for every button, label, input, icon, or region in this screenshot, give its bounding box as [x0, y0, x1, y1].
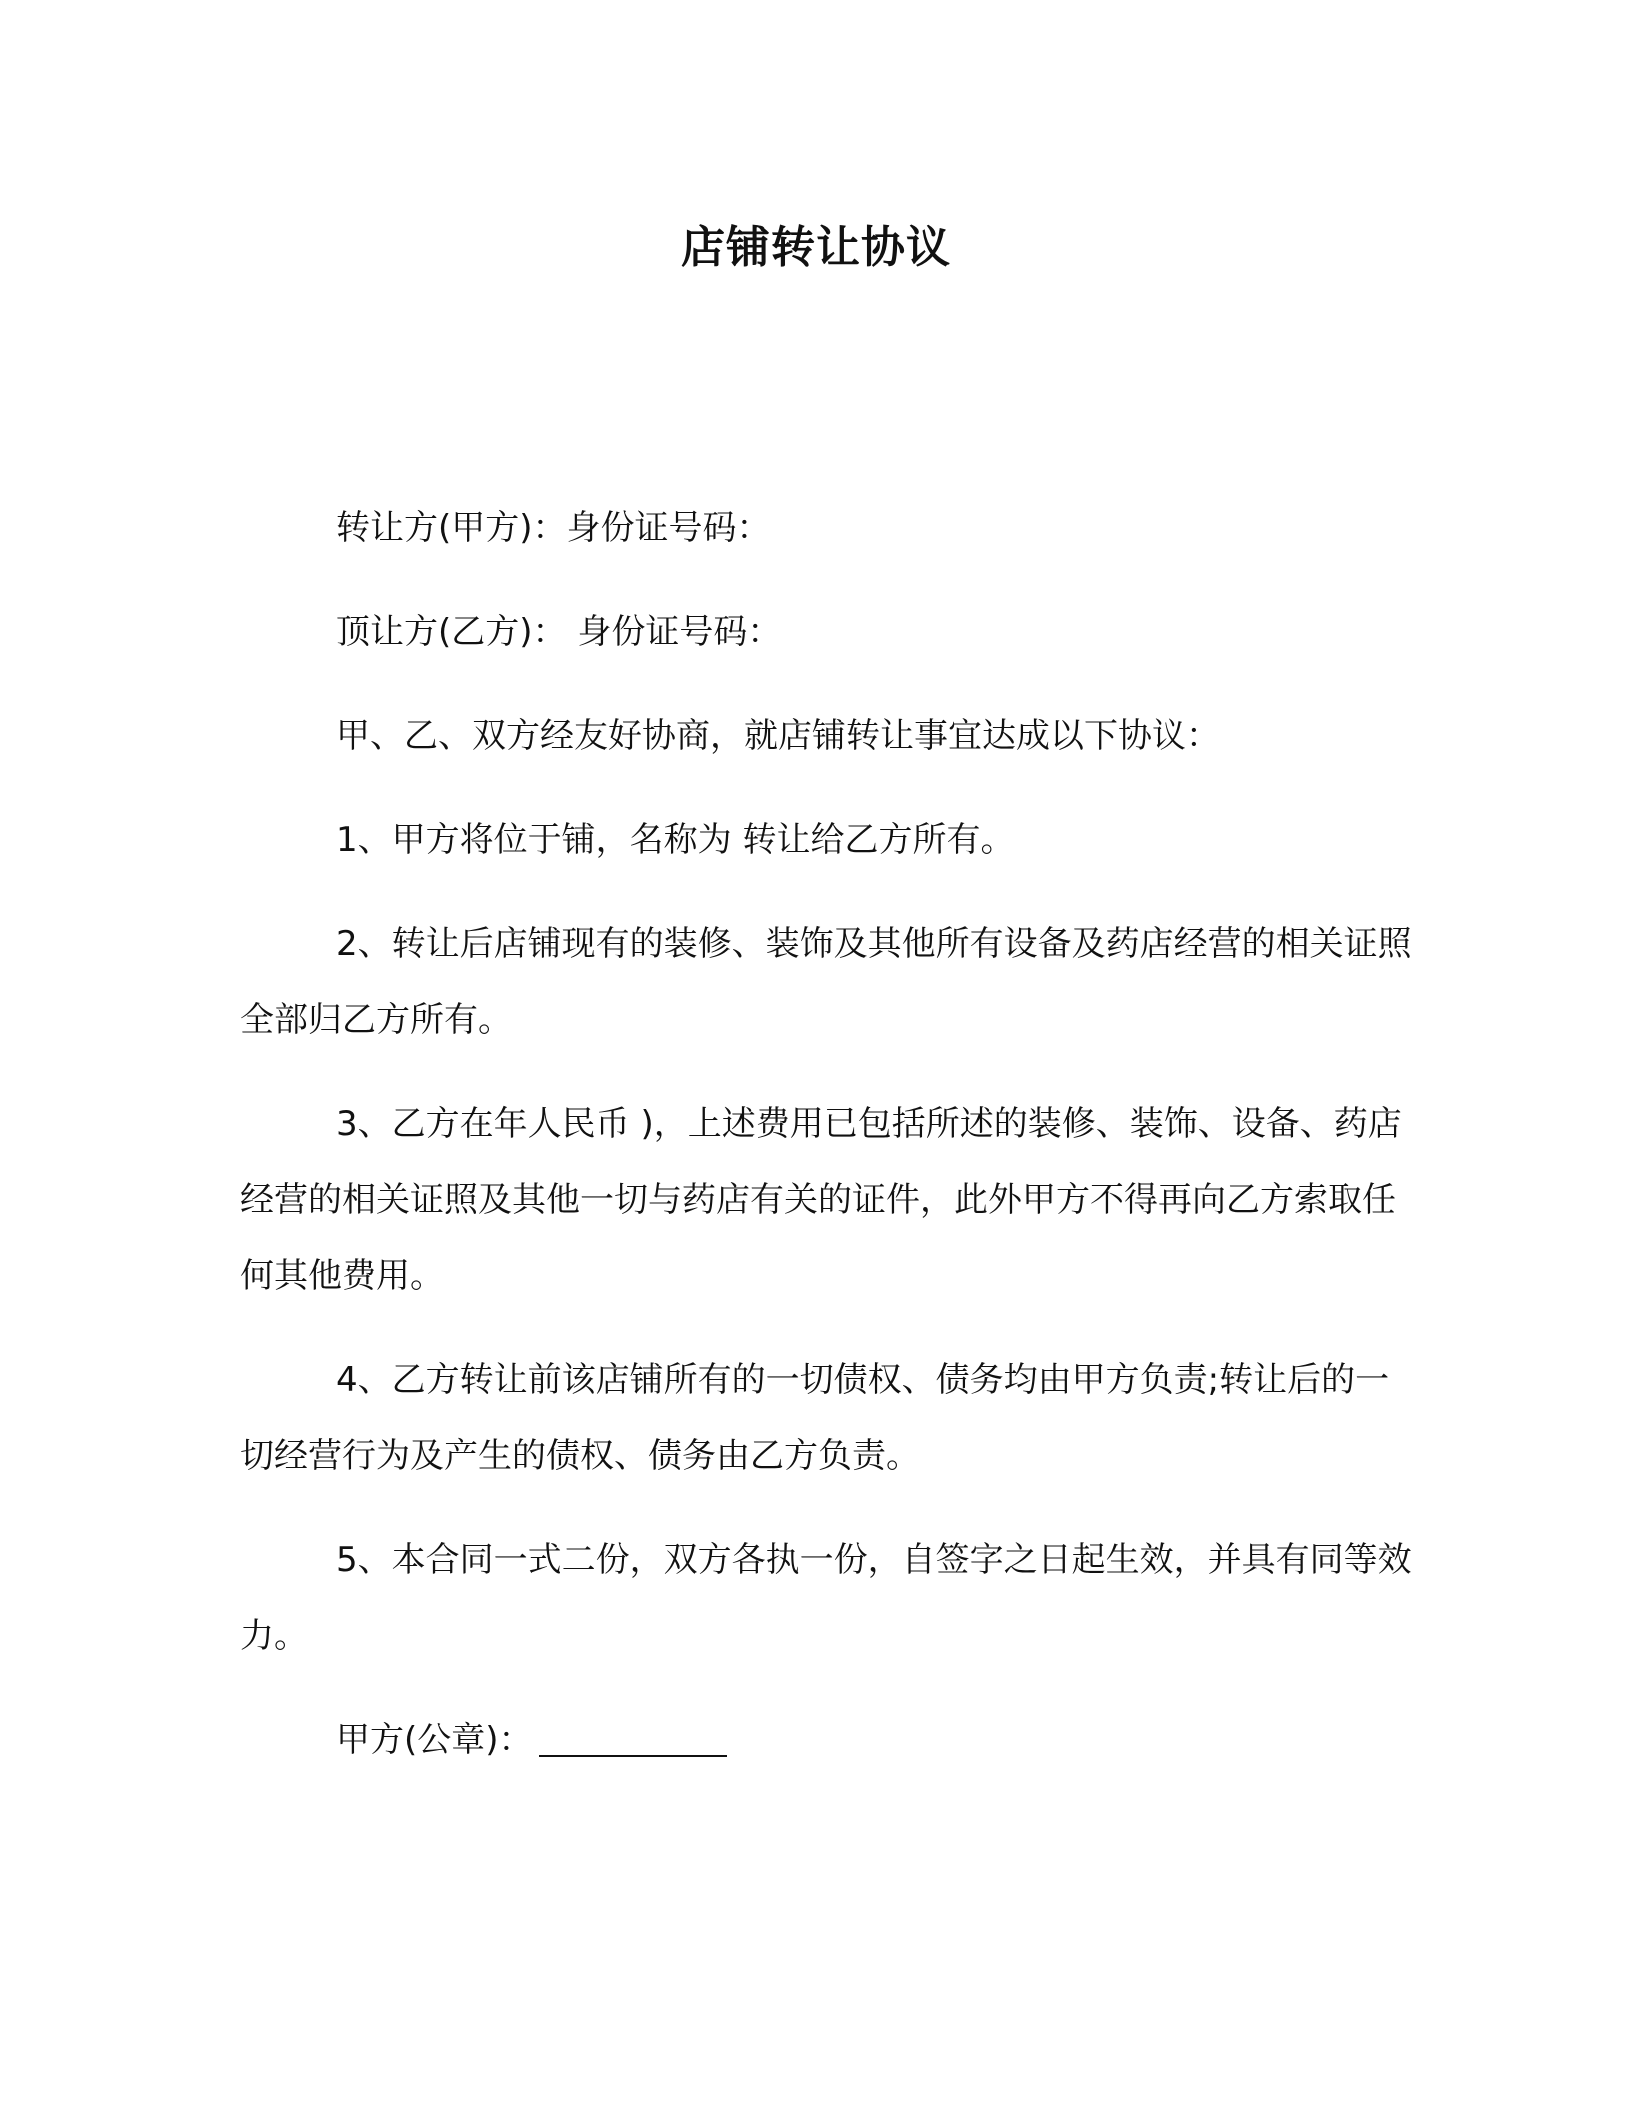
agreement-intro: 甲、乙、双方经友好协商，就店铺转让事宜达成以下协议：: [336, 716, 1220, 756]
clause-5: 5、本合同一式二份，双方各执一份，自签字之日起生效，并具有同等效力。: [240, 1540, 1412, 1656]
clause-1: 1、甲方将位于铺，名称为 转让给乙方所有。: [336, 820, 1015, 860]
clause-4: 4、乙方转让前该店铺所有的一切债权、债务均由甲方负责;转让后的一切经营行为及产生的债权、债务由乙方负责。: [240, 1360, 1390, 1476]
clause-3: 3、乙方在年人民币 )，上述费用已包括所述的装修、装饰、设备、药店经营的相关证照及其他一切与药店有关的证件，此外甲方不得再向乙方索取任何其他费用。: [240, 1104, 1402, 1296]
document-body: [240, 490, 1420, 1806]
signature-blank-line: [539, 1721, 727, 1757]
signature-block: [240, 1702, 1420, 1778]
party-a-line: 转让方(甲方)：身份证号码：: [336, 508, 771, 548]
document-title: 店铺转让协议: [681, 222, 951, 273]
signature-label: 甲方(公章)：: [336, 1720, 533, 1760]
clause-2: 2、转让后店铺现有的装修、装饰及其他所有设备及药店经营的相关证照全部归乙方所有。: [240, 924, 1412, 1040]
party-b-line: 顶让方(乙方)： 身份证号码：: [336, 612, 782, 652]
